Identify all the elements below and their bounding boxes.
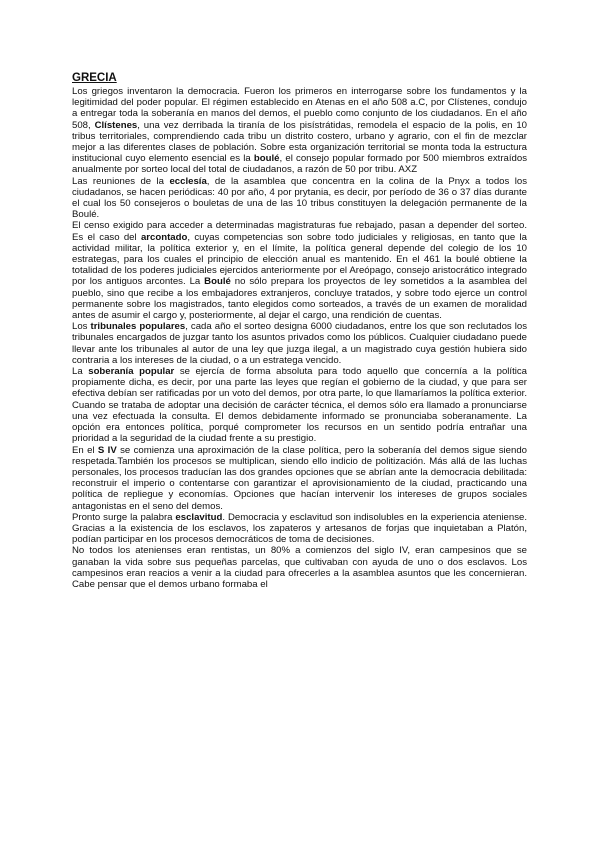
- bold-term: Clístenes: [94, 119, 138, 131]
- text-run: , el consejo popular formado por 500 miembros extraídos anualmente por sorteo local del total de ciudadanos, a razón de 50 por tribu. AXZ: [72, 153, 528, 176]
- bold-term: tribunales populares: [90, 321, 186, 333]
- text-run: , de la asamblea que concentra en la colina de la Pnyx a todos los ciudadanos, se hacen periódicas: 40 por año, 4 por prytania, es decir, por período de 36 o 37 días durante el cual los 50 consejeros o bouletas de una de las 10 tribus constituyen la delegación permanente de la Boulé.: [72, 175, 527, 221]
- text-run: , cuyas competencias son sobre todo judiciales y religiosas, en tanto que la actividad militar, la política exterior y, en el límite, la política general depende del colegio de los 10 estrategas, para los cuales el principio de elección anual es mantenido. En el 461 la boulé obtiene la totalidad de los poderes judiciales ejercidos anteriormente por el Areópago, consejo aristocrático integrado por los antiguos arcontes. La: [72, 231, 527, 288]
- paragraph: [72, 545, 527, 590]
- paragraph: [72, 321, 527, 366]
- bold-term: arcontado: [140, 231, 188, 243]
- paragraph: [72, 176, 527, 221]
- paragraph: [72, 86, 527, 176]
- text-run: , cada año el sorteo designa 6000 ciudadanos, entre los que son reclutados los tribunales encargados de juzgar tanto los asuntos privados como los públicos. Cualquier ciudadano puede llevar ante los tribunales al autor de una ley que juzga ilegal, a un magistrado cuya gestión hubiera sido contraria a los intereses de la ciudad, o a un estratega vencido.: [72, 321, 527, 366]
- bold-term: esclavitud: [175, 511, 223, 523]
- paragraph: [72, 220, 527, 321]
- paragraph: [72, 445, 527, 512]
- text-run: No todos los atenienses eran rentistas, un 80% a comienzos del siglo IV, eran campesinos que se ganaban la vida sobre sus pequeñas parcelas, que cultivaban con ayuda de uno o dos esclavos. Los campesinos eran reacios a venir a la ciudad para ofrecerles a la asamblea asuntos que les concernieran. Cabe pensar que el demos urbano formaba el: [72, 545, 527, 590]
- text-run: , una vez derribada la tiranía de los pisístrátidas, remodela el espacio de la polis, en 10 tribus territoriales, comprendiendo cada tribu un distrito costero, urbano y agrario, con el fin de mezclar mejor a las diferentes clases de población. Sobre esta organización territorial se monta toda la estructura institucional cuyo elemento esencial es la: [72, 119, 528, 165]
- text-run: Pronto surge la palabra: [72, 511, 176, 523]
- bold-term: Boulé: [204, 276, 231, 288]
- paragraph: [72, 366, 527, 444]
- document-body: [72, 86, 527, 590]
- text-run: Los griegos inventaron la democracia. Fueron los primeros en interrogarse sobre los fundamentos y la legitimidad del poder popular. El régimen establecido en Atenas en el año 508 a.C, por Clístenes, condujo a entregar toda la soberanía en manos del demos, el pueblo como conjunto de los ciudadanos. En el año 508,: [72, 86, 527, 131]
- text-run: no sólo prepara los proyectos de ley sometidos a la asamblea del pueblo, sino que recibe a los embajadores extranjeros, concluye tratados, y sobre todo ejerce un control permanente sobre los magistrados, tanto elegidos como sorteados, a través de un examen de moralidad antes de asumir el cargo y, posteriormente, al dejar el cargo, una rendición de cuentas.: [72, 276, 527, 322]
- text-run: La: [72, 366, 89, 378]
- paragraph: [72, 512, 527, 546]
- text-run: El censo exigido para acceder a determinadas magistraturas fue rebajado, pasan a depender del sorteo. Es el caso del: [72, 220, 527, 243]
- document-title: GRECIA: [72, 72, 117, 84]
- text-run: . Democracia y esclavitud son indisolubles en la experiencia ateniense. Gracias a la existencia de los esclavos, los zapateros y artesanos de forjas que inquietaban a Platón, podían participar en los procesos democráticos de toma de decisiones.: [72, 511, 528, 546]
- bold-term: boulé: [253, 153, 280, 165]
- text-run: se comienza una aproximación de la clase política, pero la soberanía del demos sigue siendo respetada.También los procesos se multiplican, siendo ello indicio de politización. Más allá de las luchas personales, los procesos traducían las dos grandes opciones que se abrían ante la democracia debilitada: reconstruir el imperio o contentarse con garantizar el aprovisionamiento de la ciudad, practicando una política de repliegue y economías. Opciones que hacían intervenir los intereses de grupos sociales antagonistas en el seno del demos.: [72, 444, 527, 512]
- bold-term: ecclesía: [169, 175, 207, 187]
- document-page: [72, 72, 527, 590]
- bold-term: soberanía popular: [88, 366, 175, 378]
- text-run: Las reuniones de la: [72, 175, 170, 187]
- text-run: se ejercía de forma absoluta para todo aquello que concernía a la política propiamente dicha, es decir, por una parte las leyes que regían el gobierno de la ciudad, y que para ser efectiva debían ser ratificadas por un voto del demos, por otra parte, lo que llamaríamos la política exterior. Cuando se trataba de adoptar una decisión de carácter técnica, el demos sólo era llamado a pronunciarse una vez efectuada la consulta. El demos debidamente informado se pronunciaba soberanamente. La opción era entonces política, porqué comprometer los recursos en un sentido podría entrañar una prioridad a la seguridad de la ciudad frente a su prestigio.: [72, 366, 528, 445]
- text-run: En el: [72, 444, 98, 456]
- bold-term: S IV: [97, 444, 117, 456]
- text-run: Los: [72, 321, 91, 333]
